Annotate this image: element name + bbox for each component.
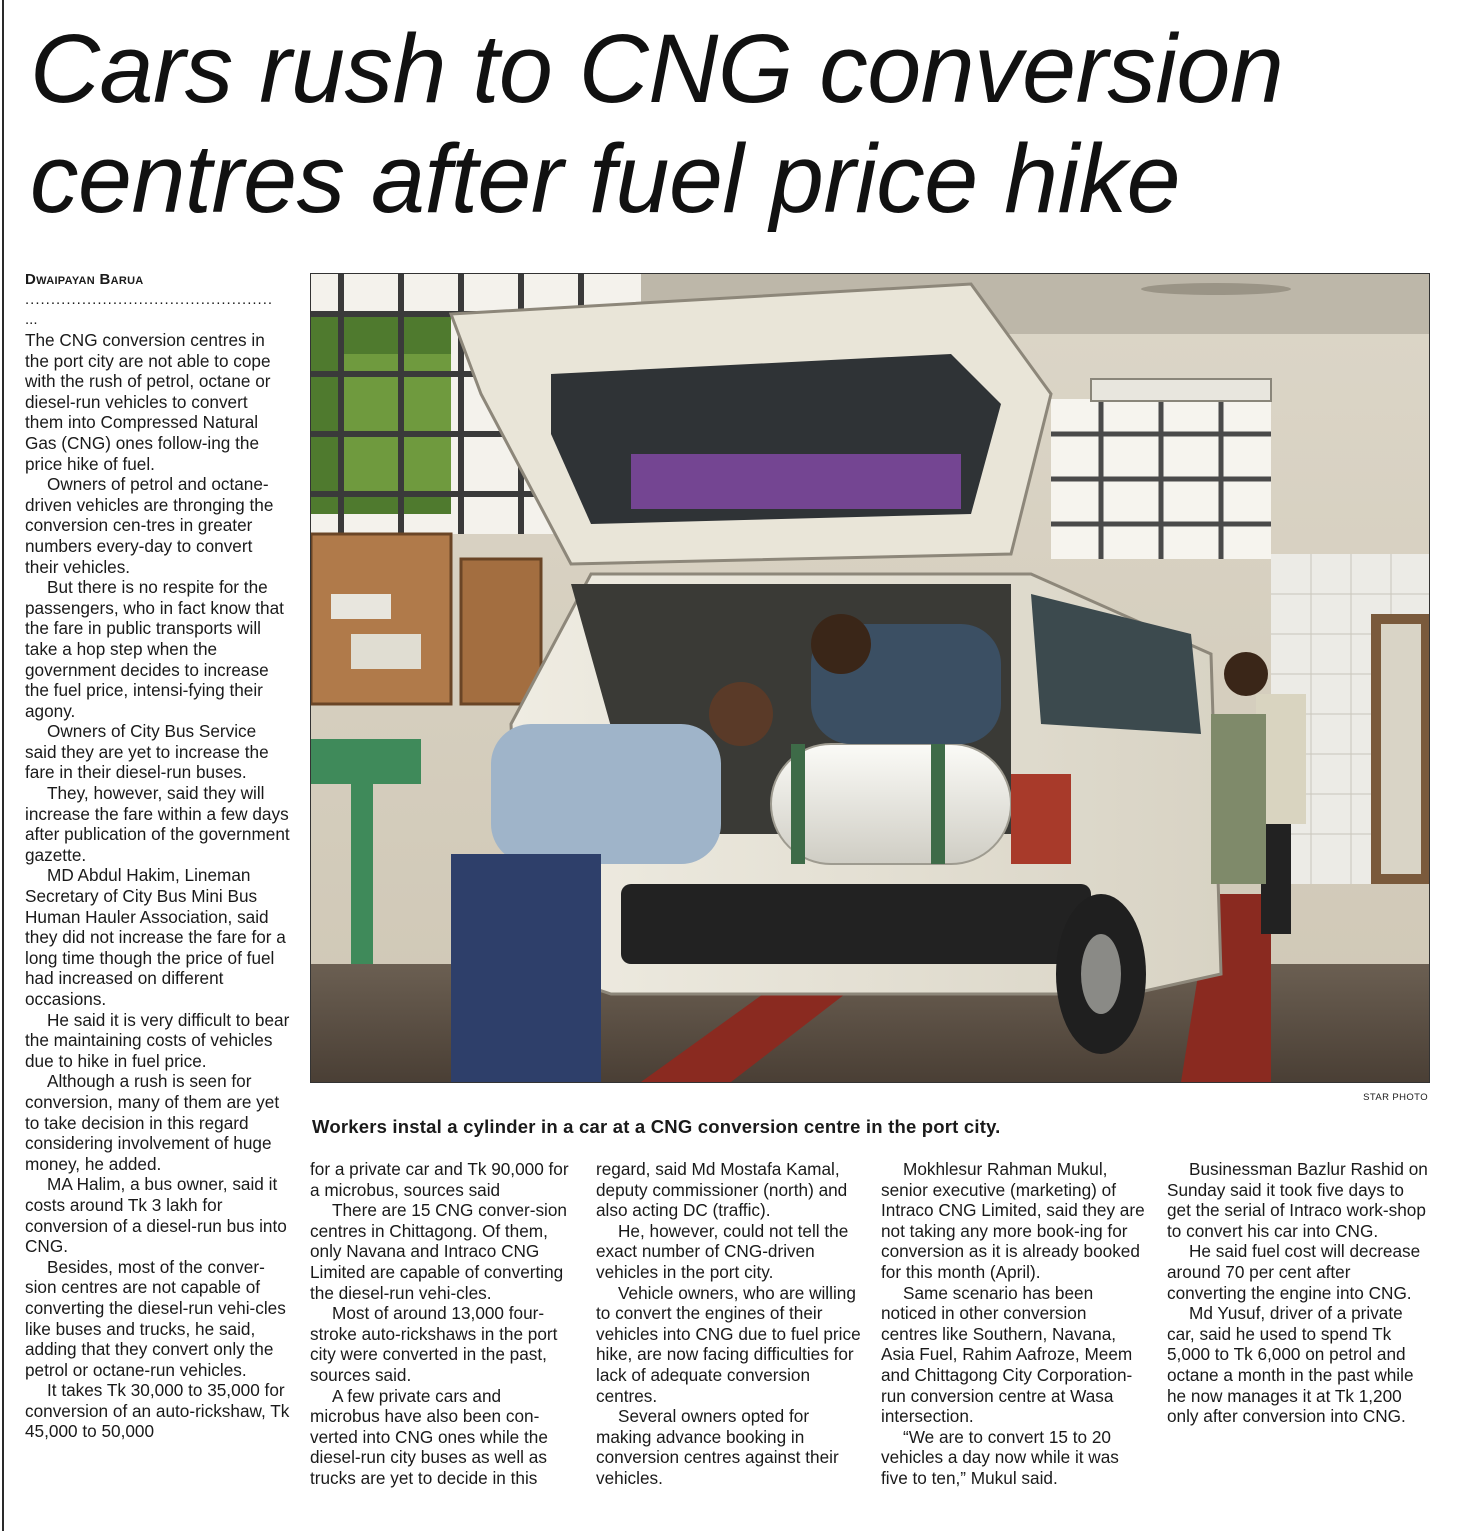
paragraph: They, however, said they will increase the fare within a few days after publication of the government gazette. [25,783,290,865]
paragraph: He said fuel cost will decrease around 70 per cent after converting the engine into CNG. [1167,1241,1421,1303]
article-column-2 [310,1159,575,1489]
paragraph: The CNG conversion centres in the port city are not able to cope with the rush of petrol, octane or diesel-run vehicles to convert them into Compressed Natural Gas (CNG) ones follow-ing the price hike of fuel. [25,330,271,474]
article-headline [30,14,1450,234]
paragraph: MA Halim, a bus owner, said it costs around Tk 3 lakh for conversion of a diesel-run bus into CNG. [25,1174,287,1257]
paragraph: Mokhlesur Rahman Mukul, senior executive (marketing) of Intraco CNG Limited, said they are not taking any more book-ing for conversion as it is already booked for this month (April). [881,1159,1145,1282]
news-photo [310,273,1430,1083]
paragraph: Most of around 13,000 four-stroke auto-rickshaws in the port city were converted in the past, sources said. [310,1303,558,1385]
photo-credit: STAR PHOTO [1363,1092,1428,1103]
paragraph: But there is no respite for the passengers, who in fact know that the fare in public transports will take a hop step when the government decides to increase the fuel price, intensi-fying their agony. [25,577,284,721]
workshop-photo-illustration [311,274,1429,1082]
paragraph: regard, said Md Mostafa Kamal, deputy commissioner (north) and also acting DC (traffic). [596,1159,848,1221]
paragraph: A few private cars and microbus have also been con-verted into CNG ones while the diesel-run city buses as well as trucks are yet to decide in this [310,1385,548,1488]
article-column-1 [25,330,290,1442]
paragraph: Md Yusuf, driver of a private car, said he used to spend Tk 5,000 to Tk 6,000 on petrol and octane a month in the past while he now manages it at Tk 1,200 only after conversion into CNG. [1167,1303,1414,1427]
byline-separator-end: ... [25,311,38,328]
paragraph: He said it is very difficult to bear the maintaining costs of vehicles due to hike in fuel price. [25,1009,290,1071]
paragraph: Although a rush is seen for conversion, many of them are yet to take decision in this regard considering involvement of huge money, he added. [25,1071,280,1174]
headline-line-1: Cars rush to CNG conversion [30,14,1284,123]
paragraph: He, however, could not tell the exact number of CNG-driven vehicles in the port city. [596,1220,849,1282]
paragraph: “We are to convert 15 to 20 vehicles a day now while it was five to ten,” Mukul said. [881,1426,1119,1488]
byline: Dwaipayan Barua [25,271,144,288]
article-column-4 [881,1159,1146,1489]
paragraph: There are 15 CNG conver-sion centres in Chittagong. Of them, only Navana and Intraco CNG Limited are capable of converting the diesel-run vehi-cles. [310,1200,567,1303]
headline-line-2: centres after fuel price hike [30,124,1181,233]
paragraph: MD Abdul Hakim, Lineman Secretary of City Bus Mini Bus Human Hauler Association, said they did not increase the fare for a long time though the price of fuel had increased on different occasions. [25,865,286,1009]
paragraph: Owners of petrol and octane-driven vehicles are thronging the conversion cen-tres in greater numbers every-day to convert their vehicles. [25,474,274,577]
paragraph: Vehicle owners, who are willing to convert the engines of their vehicles into CNG due to fuel price hike, are now facing difficulties for lack of adequate conversion centres. [596,1282,861,1406]
page-left-rule [2,0,4,1531]
photo-caption: Workers instal a cylinder in a car at a CNG conversion centre in the port city. [312,1116,1001,1137]
paragraph: Owners of City Bus Service said they are yet to increase the fare in their diesel-run buses. [25,721,269,783]
article-column-5 [1167,1159,1432,1427]
paragraph: Several owners opted for making advance booking in conversion centres against their vehicles. [596,1406,839,1488]
byline-separator: ................................................ [25,293,274,307]
paragraph: Same scenario has been noticed in other conversion centres like Southern, Navana, Asia Fuel, Rahim Aafroze, Meem and Chittagong City Corporation-run conversion centre at Wasa intersection. [881,1282,1133,1427]
paragraph: Besides, most of the conver-sion centres are not capable of converting the diesel-run vehi-cles like buses and trucks, he said, adding that they convert only the petrol or octane-run vehicles. [25,1256,286,1380]
paragraph: It takes Tk 30,000 to 35,000 for conversion of an auto-rickshaw, Tk 45,000 to 50,000 [25,1380,290,1442]
article-column-3 [596,1159,861,1489]
paragraph: Businessman Bazlur Rashid on Sunday said it took five days to get the serial of Intraco work-shop to convert his car into CNG. [1167,1159,1428,1241]
paragraph: for a private car and Tk 90,000 for a microbus, sources said [310,1159,569,1200]
